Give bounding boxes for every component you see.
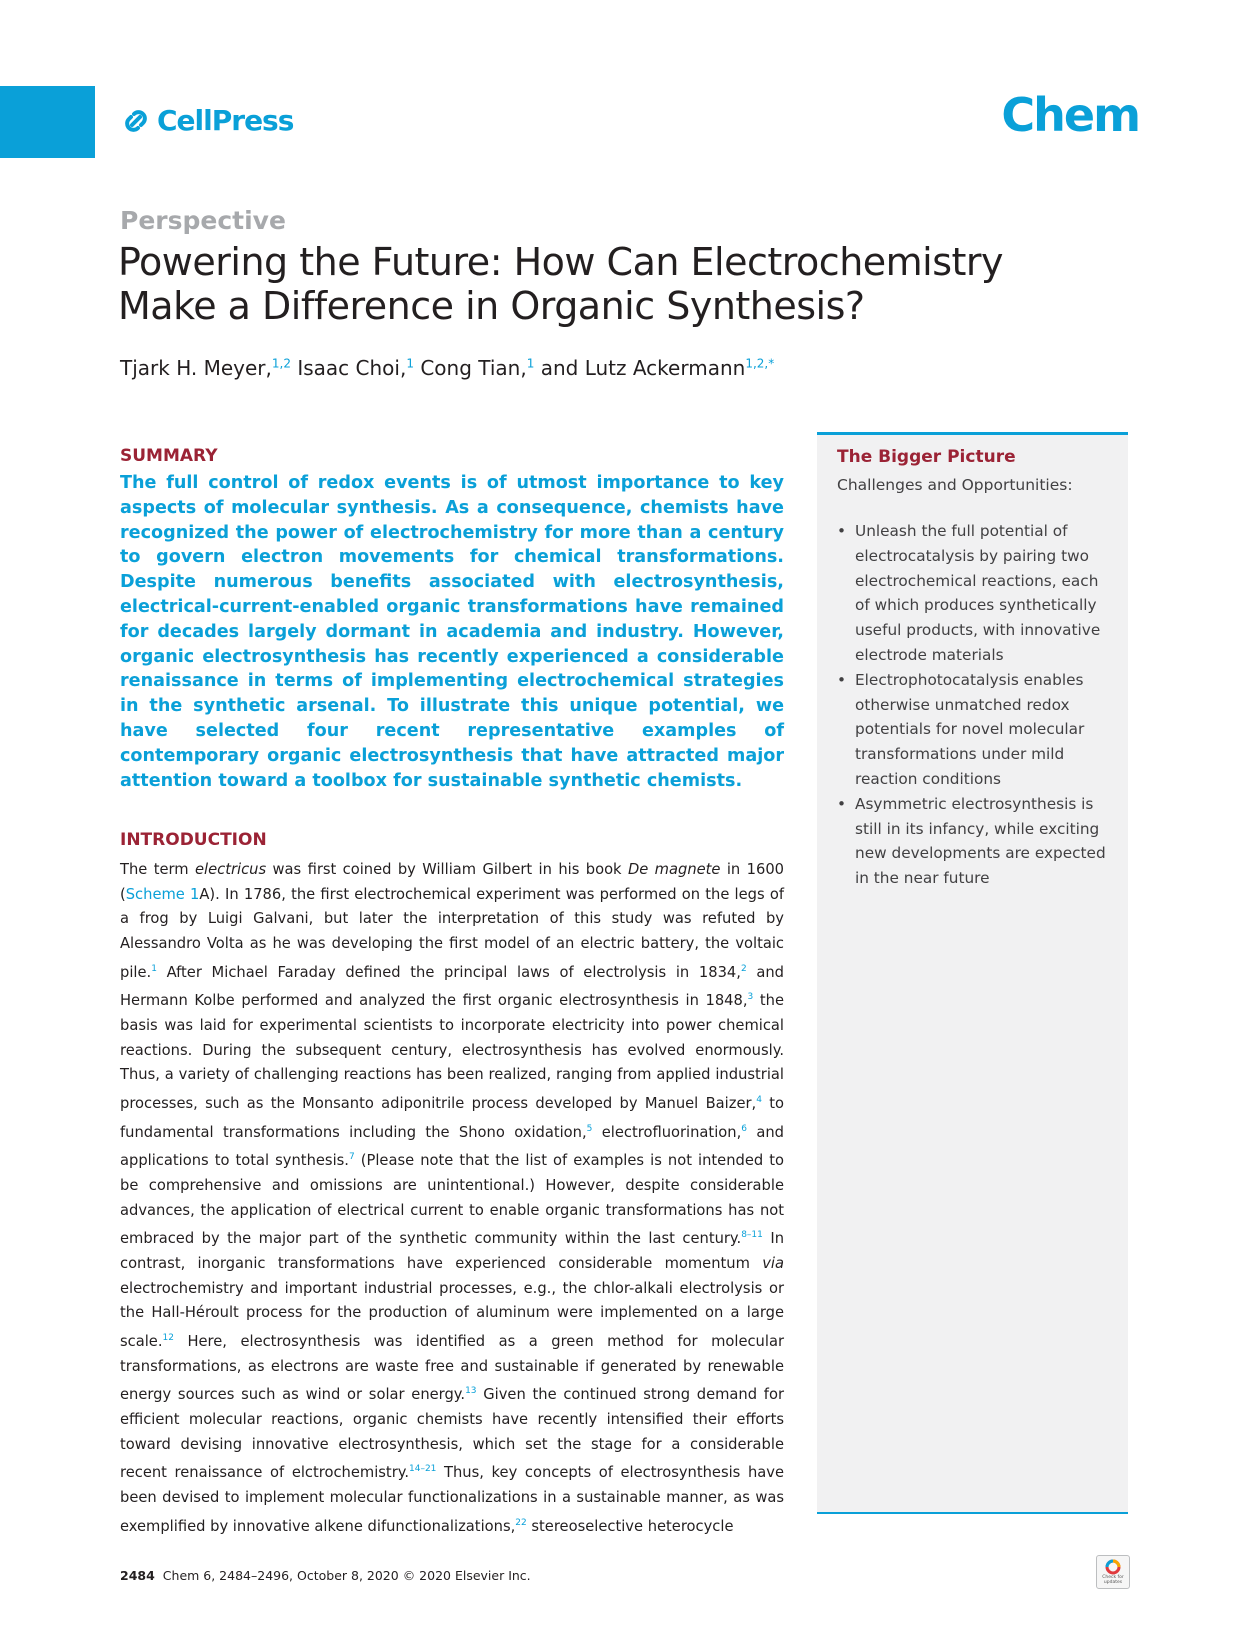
reference-citation[interactable]: 4 xyxy=(756,1095,762,1106)
check-for-updates-badge[interactable] xyxy=(1096,1555,1130,1589)
scheme-link[interactable]: Scheme 1 xyxy=(125,885,200,903)
reference-citation[interactable]: 22 xyxy=(515,1517,527,1528)
cellpress-link-icon xyxy=(121,106,151,136)
body-text: After Michael Faraday defined the principal laws of electrolysis in 1834, xyxy=(156,963,741,981)
bigger-picture-list xyxy=(837,519,1117,891)
reference-citation[interactable]: 8–11 xyxy=(741,1230,763,1241)
brand-color-block xyxy=(0,86,95,158)
author-name[interactable]: Cong Tian, xyxy=(420,356,527,380)
introduction-heading: INTRODUCTION xyxy=(120,830,267,850)
body-text: A). In 1786, the first electrochemical experiment was performed on the legs of a frog by Luigi Galvani, but later the interpretation of this study was refuted by Alessandro Volta as he was developing the first model of an electric battery, the voltaic pile. xyxy=(120,885,784,981)
introduction-text xyxy=(120,858,784,1539)
bigger-picture-item: • Asymmetric electrosynthesis is still in its infancy, while exciting new developments are expected in the near future xyxy=(837,792,1117,891)
italic-term: via xyxy=(762,1254,784,1272)
reference-citation[interactable]: 6 xyxy=(741,1123,747,1134)
body-text: In contrast, inorganic transformations have experienced considerable momentum xyxy=(120,1230,785,1272)
summary-text: The full control of redox events is of utmost importance to key aspects of molecular synthesis. As a consequence, chemists have recognized the power of electrochemistry for more than a century to govern electron movements for chemical transformations. Despite numerous benefits associated with electrosynthesis, electrical-current-enabled organic transformations have remained for decades largely dormant in academia and industry. However, organic electrosynthesis has recently experienced a considerable renaissance in terms of implementing electrochemical strategies in the synthetic arsenal. To illustrate this unique potential, we have selected four recent representative examples of contemporary organic electrosynthesis that have attracted major attention toward a toolbox for sustainable synthetic chemists. xyxy=(120,473,784,791)
reference-citation[interactable]: 3 xyxy=(747,992,754,1003)
body-text: Here, electrosynthesis was identified as a green method for molecular transformations, as electrons are waste free and sustainable if generated by renewable energy sources such as wind or solar energy. xyxy=(120,1332,784,1404)
author-name[interactable]: Tjark H. Meyer, xyxy=(120,356,272,380)
body-text: electrofluorination, xyxy=(592,1123,742,1141)
reference-citation[interactable]: 12 xyxy=(162,1333,174,1343)
body-text: Thus, key concepts of electrosynthesis have been devised to implement molecular functionalizations in a sustainable manner, as was exemplified by innovative alkene difunctionalizations, xyxy=(120,1464,784,1535)
body-text: the basis was laid for experimental scientists to incorporate electricity into power chemical reactions. During the subsequent century, electrosynthesis has evolved enormously. Thus, a variety of challenging reactions has been realized, ranging from applied industrial processes, such as the Monsanto adiponitrile process developed by Manuel Baizer, xyxy=(120,992,784,1112)
author-name[interactable]: Isaac Choi, xyxy=(297,356,407,380)
body-text: stereoselective heterocycle xyxy=(526,1517,734,1535)
article-type: Perspective xyxy=(120,206,286,235)
italic-term: De magnete xyxy=(627,861,721,878)
journal-logo[interactable]: Chem xyxy=(1001,88,1139,142)
check-updates-label: Check for updates xyxy=(1102,1575,1124,1585)
body-text: to fundamental transformations including the Shono oxidation, xyxy=(120,1095,784,1141)
bigger-picture-item: • Electrophotocatalysis enables otherwise unmatched redox potentials for novel molecular transformations under mild reaction conditions xyxy=(837,668,1117,792)
body-text: was first coined by William Gilbert in his book xyxy=(266,861,628,878)
bigger-picture-title: The Bigger Picture xyxy=(837,447,1016,467)
reference-citation[interactable]: 2 xyxy=(740,963,747,974)
check-updates-icon xyxy=(1105,1559,1121,1575)
author-affiliation[interactable]: 1 xyxy=(526,356,535,371)
page-number: 2484 xyxy=(120,1568,155,1583)
reference-citation[interactable]: 13 xyxy=(465,1386,477,1397)
reference-citation[interactable]: 1 xyxy=(151,963,157,974)
page-footer xyxy=(120,1568,531,1583)
body-text: electrochemistry and important industrial processes, e.g., the chlor-alkali electrolysis or the Hall-Héroult process for the production of aluminum were implemented on a large scale. xyxy=(120,1279,784,1350)
cellpress-logo[interactable] xyxy=(121,104,293,137)
title-line-2: Make a Difference in Organic Synthesis? xyxy=(118,284,865,328)
author-list xyxy=(120,356,774,380)
summary-heading: SUMMARY xyxy=(120,446,218,466)
reference-citation[interactable]: 5 xyxy=(586,1123,593,1134)
title-line-1: Powering the Future: How Can Electrochemistry xyxy=(118,240,1004,284)
citation-line: Chem 6, 2484–2496, October 8, 2020 © 2020 Elsevier Inc. xyxy=(162,1568,531,1583)
author-name[interactable]: and Lutz Ackermann xyxy=(540,356,746,380)
author-affiliation[interactable]: 1,2 xyxy=(271,356,291,371)
author-affiliation[interactable]: 1 xyxy=(406,356,414,371)
body-text: The term xyxy=(120,861,195,878)
body-text: (Please note that the list of examples is not intended to be comprehensive and omissions are unintentional.) However, despite considerable advances, the application of electrical current to enable organic transformations has not embraced by the major part of the synthetic community within the last century. xyxy=(120,1152,784,1248)
publisher-name: CellPress xyxy=(157,104,294,137)
article-title xyxy=(118,240,1018,328)
body-text: Given the continued strong demand for efficient molecular reactions, organic chemists have recently intensified their efforts toward devising innovative electrosynthesis, which set the stage for a considerable recent renaissance of elctrochemistry. xyxy=(120,1386,784,1482)
bigger-picture-subtitle: Challenges and Opportunities: xyxy=(837,476,1073,494)
bigger-picture-box xyxy=(817,432,1128,1514)
reference-citation[interactable]: 14–21 xyxy=(409,1464,437,1475)
reference-citation[interactable]: 7 xyxy=(348,1152,355,1163)
body-text: and applications to total synthesis. xyxy=(120,1123,784,1170)
author-affiliation[interactable]: 1,2,* xyxy=(745,356,775,371)
bigger-picture-item: • Unleash the full potential of electrocatalysis by pairing two electrochemical reactions, each of which produces synthetically useful products, with innovative electrode materials xyxy=(837,519,1117,668)
body-text: in 1600 ( xyxy=(120,861,785,903)
italic-term: electricus xyxy=(194,861,267,878)
body-text: and Hermann Kolbe performed and analyzed the first organic electrosynthesis in 1848, xyxy=(120,963,784,1010)
